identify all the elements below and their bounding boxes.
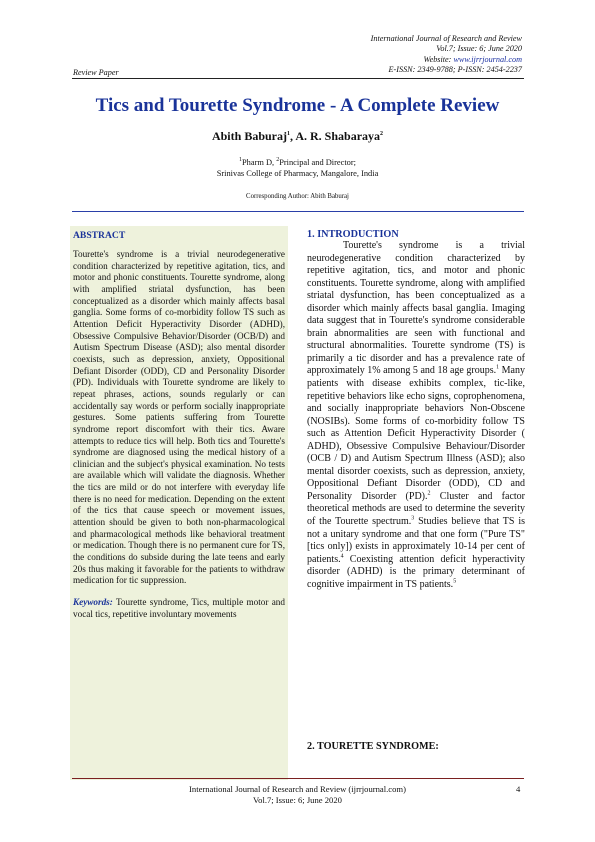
author-1: Abith Baburaj xyxy=(211,129,287,143)
page-number: 4 xyxy=(516,784,521,794)
journal-issn: E-ISSN: 2349-9788; P-ISSN: 2454-2237 xyxy=(388,64,522,74)
citation-1: 1 xyxy=(496,365,500,372)
abstract-text: Tourette's syndrome is a trivial neurodegenerative condition characterized by repetitive agitation, tics, and motor and phonic constituents. Tourette syndrome, along with amplified striatal dysfunction, has been conceptualized as a disorder which mainly affects basal ganglia. Some forms of co-morbidity follow TS such as Attention Deficit Hyperactivity Disorder (ADHD), Obsessive Compulsive Behavior/Disorder (OCB/D) and Autism Spectrum Disease (ASD); also mental disorder coexists, such as depression, anxiety, Oppositional Defiant Disorder (ODD), CD and Personality Disorder (PD). Individuals with Tourette syndrome are likely to repeat phrases, actions, sounds regularly or can accidentally say words or perform socially inappropriate gestures. Some patients suffering from Tourette syndrome report discomfort with their tics. Aware attempts to reduce tics will help. Both tics and Tourette's syndrome are diagnosed using the medical history of a clinician and the subject's physical examination. No tests are available which will validate the diagnosis. Whether the tics are mild or do not interfere with everyday life there is no need for medication. Depending on the extent of the tics that cause speech or movement issues, attention should be given to both non-pharmacological and pharmacological methods like behavioral treatment or medication. Though there is no permanent cure for TS, the conditions do subside during the late teens and early 20s thus making it favorable for the patients to withdraw medication for tic suppression. xyxy=(73,249,285,586)
title-divider xyxy=(72,211,524,212)
section-2-heading: 2. TOURETTE SYNDROME: xyxy=(307,741,439,752)
website-link[interactable]: www.ijrrjournal.com xyxy=(453,54,522,64)
paper-title: Tics and Tourette Syndrome - A Complete Review xyxy=(95,95,500,116)
citation-2: 2 xyxy=(427,490,431,497)
author-list: Abith Baburaj$^1$, A. R. Shabaraya$^2$ xyxy=(211,129,384,143)
affiliation: $^1$Pharm D, $^2$Principal and Director; Srinivas College of Pharmacy, Mangalore, India xyxy=(60,157,535,179)
journal-header xyxy=(202,34,522,75)
footer-volume: Vol.7; Issue: 6; June 2020 xyxy=(253,795,342,805)
keywords xyxy=(73,597,285,620)
introduction-heading: 1. INTRODUCTION xyxy=(307,229,399,240)
institution: Srinivas College of Pharmacy, Mangalore, India xyxy=(216,169,379,178)
paper-type: Review Paper xyxy=(73,68,119,77)
keywords-label: Keywords: xyxy=(73,597,113,608)
page-footer xyxy=(100,784,495,806)
abstract-heading: ABSTRACT xyxy=(73,230,126,241)
abstract-box xyxy=(70,226,288,780)
journal-volume: Vol.7; Issue: 6; June 2020 xyxy=(436,44,522,54)
author-2: A. R. Shabaraya xyxy=(295,129,381,143)
header-divider xyxy=(72,78,524,79)
keywords-text: Tourette syndrome, Tics, multiple motor and vocal tics, repetitive involuntary movements xyxy=(73,597,285,619)
journal-name: International Journal of Research and Review xyxy=(370,34,522,43)
corresponding-author: Corresponding Author: Abith Baburaj xyxy=(246,193,349,200)
citation-4: 4 xyxy=(340,553,344,560)
footer-divider xyxy=(72,778,524,779)
journal-website: Website: www.ijrrjournal.com xyxy=(423,54,522,64)
citation-5: 5 xyxy=(453,578,457,585)
footer-journal: International Journal of Research and Review (ijrrjournal.com) xyxy=(189,784,406,794)
citation-3: 3 xyxy=(411,515,415,522)
introduction-text: Tourette's syndrome is a trivial neurodegenerative condition characterized by repetitive agitation, tics, and motor and phonic constituents. Tourette syndrome, along with amplified striatal dysfunction, has been conceptualized as a disorder which mainly affects basal ganglia. Imaging data suggest that in Tourette's syndrome considerable brain abnormalities are seen with functional and structural abnormalities. Tourette syndrome (TS) is primarily a tic disorder and has a prevalence rate of approximately 1% among 5 and 18 age groups.$^1$ Many patients with disease exhibits complex, tic-like, repetitive behaviors like echo signs, coprophenomena, and socially inappropriate behaviors Non-Obscene (NOSIBs). Some forms of co-morbidity follow TS such as Attention Deficit Hyperactivity Disorder ( ADHD), Obsessive Compulsive Behaviour/Disorder (OCB / D) and Autism Spectrum Illness (ASD); also mental disorder coexists, such as depression, anxiety, Oppositional Defiant Disorder (ODD), CD and Personality Disorder (PD).$^2$ Cluster and factor theoretical methods are used to determine the severity of the Tourette spectrum.$^3$ Studies believe that TS is not a unitary syndrome and that one form ("Pure TS" [tics only]) exists in approximately 10-14 per cent of patients.$^4$ Coexisting attention deficit hyperactivity disorder (ADHD) is the primary determinant of cognitive impairment in TS patients.$^5$ xyxy=(307,240,525,590)
introduction-section xyxy=(307,229,525,591)
